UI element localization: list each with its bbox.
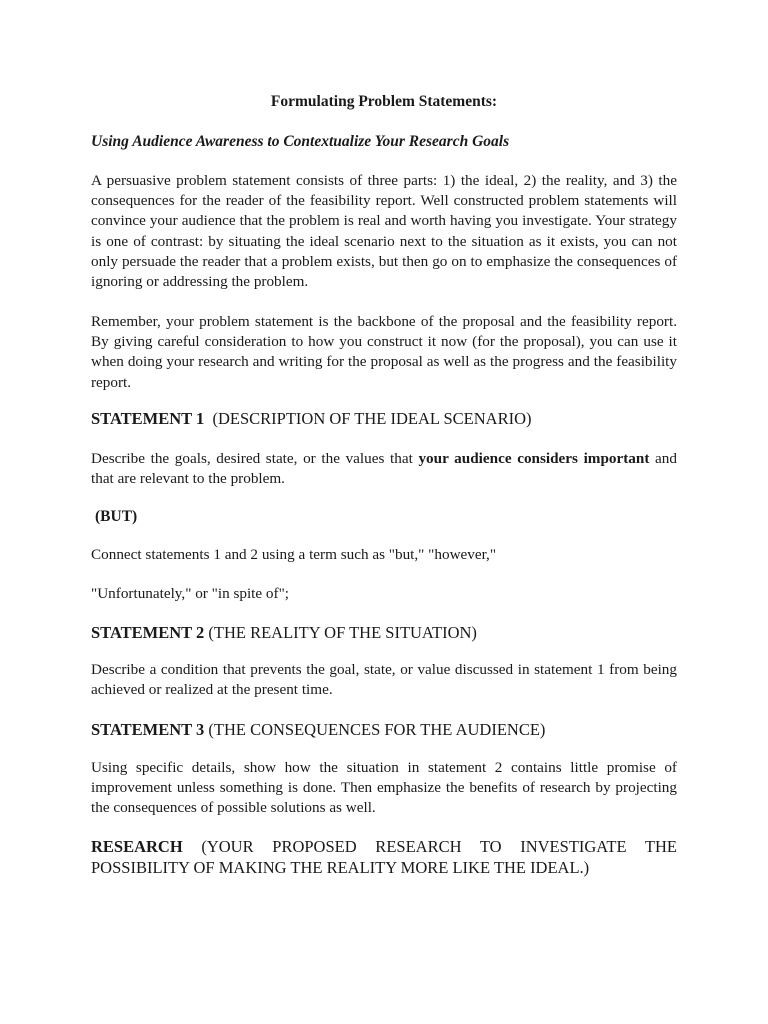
- statement-3-heading: [91, 719, 681, 740]
- research-heading: [91, 836, 677, 878]
- page-subtitle: Using Audience Awareness to Contextualize Your Research Goals: [91, 133, 510, 150]
- statement-1-heading: [91, 408, 681, 429]
- research-description: (YOUR PROPOSED RESEARCH TO INVESTIGATE THE POSSIBILITY OF MAKING THE REALITY MORE LIKE THE IDEAL.): [91, 837, 677, 877]
- statement-2-heading: [91, 622, 681, 643]
- statement-1-paragraph: [91, 449, 677, 489]
- statement-2-label: STATEMENT 2: [91, 623, 205, 642]
- statement-1-description: (DESCRIPTION OF THE IDEAL SCENARIO): [212, 409, 532, 428]
- connect-paragraph: Connect statements 1 and 2 using a term such as "but," "however,": [91, 546, 497, 563]
- statement-1-text-emphasis: your audience considers important: [418, 450, 650, 467]
- research-label: RESEARCH: [91, 837, 183, 856]
- intro-paragraph: A persuasive problem statement consists of three parts: 1) the ideal, 2) the reality, and 3) the consequences for the reader of the feasibility report. Well constructed problem statements will convince your audience that the problem is real and worth having you investigate. Your strategy is one of contrast: by situating the ideal scenario next to the situation as it exists, you can not only persuade the reader that a problem exists, but then go on to emphasize the consequences of ignoring or addressing the problem.: [91, 172, 677, 291]
- statement-3-paragraph: Using specific details, show how the situation in statement 2 contains little promise of improvement unless something is done. Then emphasize the benefits of research by projecting the consequences of possible solutions as well.: [91, 759, 677, 817]
- statement-2-description: (THE REALITY OF THE SITUATION): [208, 623, 477, 642]
- statement-3-description: (THE CONSEQUENCES FOR THE AUDIENCE): [208, 720, 546, 739]
- page-title: Formulating Problem Statements:: [270, 93, 498, 110]
- statement-3-label: STATEMENT 3: [91, 720, 205, 739]
- connect-paragraph-continued: "Unfortunately," or "in spite of";: [91, 585, 290, 602]
- statement-1-text-start: Describe the goals, desired state, or the values that: [91, 450, 419, 467]
- statement-1-text-end: and that are relevant to the problem.: [91, 450, 677, 488]
- statement-1-label: STATEMENT 1: [91, 409, 205, 428]
- reminder-paragraph: Remember, your problem statement is the backbone of the proposal and the feasibility report. By giving careful consideration to how you construct it now (for the proposal), you can use it when doing your research and writing for the proposal as well as the progress and the feasibility report.: [91, 313, 677, 391]
- statement-2-paragraph: Describe a condition that prevents the goal, state, or value discussed in statement 1 from being achieved or realized at the present time.: [91, 661, 677, 699]
- but-label: (BUT): [95, 508, 138, 525]
